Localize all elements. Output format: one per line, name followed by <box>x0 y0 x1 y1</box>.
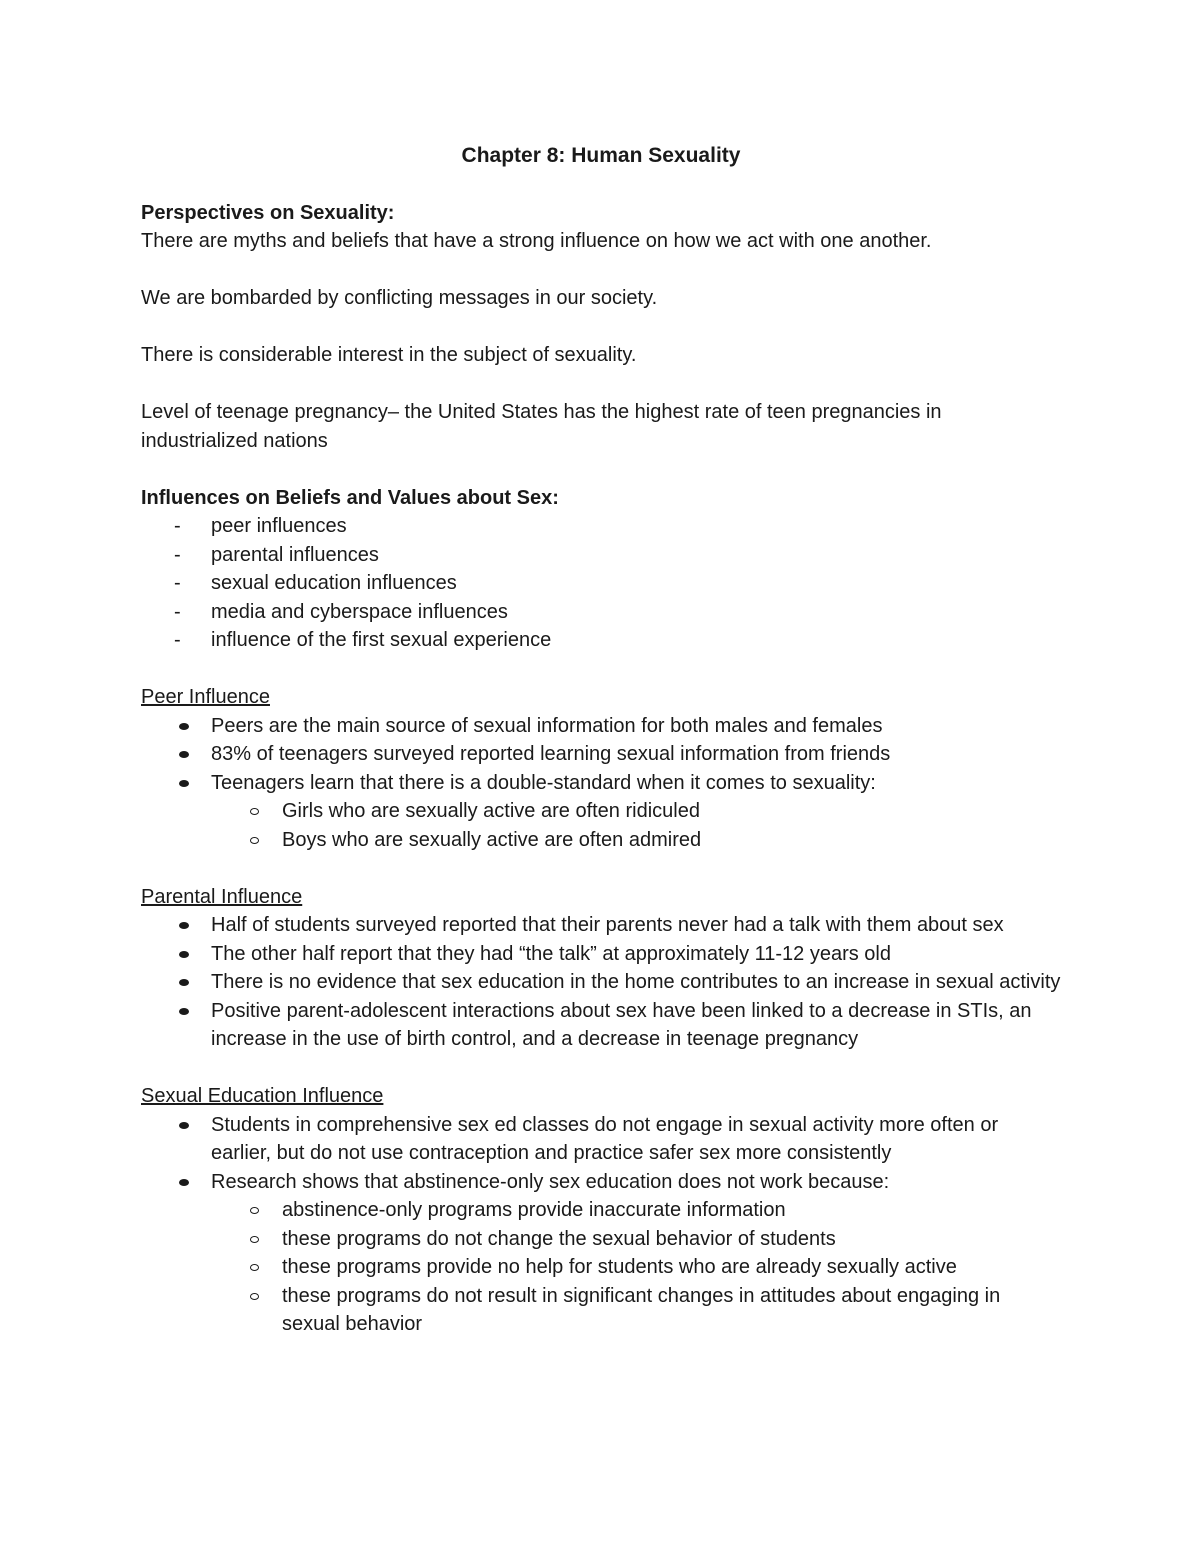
parental-list <box>141 911 1061 1054</box>
spacer <box>141 170 1061 199</box>
list-item <box>141 940 1061 969</box>
list-item-text: parental influences <box>211 543 379 566</box>
sub-list-item <box>141 1253 1061 1282</box>
list-item-text: these programs provide no help for students who are already sexually active <box>282 1256 957 1278</box>
page-title: Chapter 8: Human Sexuality <box>461 144 741 167</box>
list-item-text: There is no evidence that sex education in the home contributes to an increase in sexual activity <box>211 971 1061 993</box>
spacer <box>141 854 1061 883</box>
parental-heading: Parental Influence <box>141 885 303 908</box>
dash-marker: - <box>174 600 181 623</box>
list-item <box>141 769 1061 855</box>
list-item <box>141 911 1061 940</box>
sub-list-item <box>141 1282 1061 1339</box>
education-heading: Sexual Education Influence <box>141 1085 384 1107</box>
list-item <box>141 740 1061 769</box>
list-item-text: peer influences <box>211 515 347 537</box>
circle-bullet-icon <box>250 808 259 815</box>
document-page <box>141 141 1061 1339</box>
sub-list-item <box>141 1196 1061 1225</box>
list-item <box>141 968 1061 997</box>
circle-bullet-icon <box>250 837 259 844</box>
list-item <box>141 541 1061 570</box>
list-item-text: abstinence-only programs provide inaccurate information <box>282 1199 786 1221</box>
list-item <box>141 1168 1061 1339</box>
bullet-icon <box>179 780 189 787</box>
sub-list-item <box>141 826 1061 855</box>
perspectives-paragraph: We are bombarded by conflicting messages in our society. <box>141 287 658 309</box>
perspectives-paragraph: Level of teenage pregnancy– the United States has the highest rate of teen pregnancies in industrialized nations <box>141 401 942 452</box>
spacer <box>141 256 1061 285</box>
list-item <box>141 626 1061 655</box>
perspectives-heading: Perspectives on Sexuality: <box>141 201 395 224</box>
influences-heading: Influences on Beliefs and Values about Sex: <box>141 486 559 509</box>
list-item-text: Students in comprehensive sex ed classes do not engage in sexual activity more often or earlier, but do not use contraception and practice safer sex more consistently <box>211 1113 999 1164</box>
list-item-text: 83% of teenagers surveyed reported learning sexual information from friends <box>211 743 891 765</box>
sub-list-item <box>141 1225 1061 1254</box>
education-list <box>141 1111 1061 1339</box>
circle-bullet-icon <box>250 1264 259 1271</box>
list-item <box>141 512 1061 541</box>
bullet-icon <box>179 1122 189 1129</box>
circle-bullet-icon <box>250 1293 259 1300</box>
list-item-text: these programs do not result in significant changes in attitudes about engaging in sexual behavior <box>282 1284 1001 1335</box>
perspectives-paragraph: There is considerable interest in the subject of sexuality. <box>141 344 637 366</box>
sub-list-item <box>141 797 1061 826</box>
peer-heading: Peer Influence <box>141 686 270 708</box>
perspectives-paragraph: There are myths and beliefs that have a strong influence on how we act with one another. <box>141 230 932 252</box>
spacer <box>141 655 1061 684</box>
list-item-text: Half of students surveyed reported that their parents never had a talk with them about sex <box>211 914 1004 936</box>
bullet-icon <box>179 1179 189 1186</box>
bullet-icon <box>179 751 189 758</box>
dash-marker: - <box>174 572 181 594</box>
spacer <box>141 455 1061 484</box>
bullet-icon <box>179 979 189 986</box>
influences-list <box>141 512 1061 655</box>
dash-marker: - <box>174 515 181 537</box>
list-item-text: Teenagers learn that there is a double-standard when it comes to sexuality: <box>211 771 876 794</box>
dash-marker: - <box>174 543 181 566</box>
peer-sublist <box>211 797 1061 854</box>
list-item-text: Peers are the main source of sexual information for both males and females <box>211 714 883 737</box>
list-item <box>141 569 1061 598</box>
bullet-icon <box>179 1008 189 1015</box>
bullet-icon <box>179 723 189 730</box>
list-item <box>141 712 1061 741</box>
list-item-text: Research shows that abstinence-only sex education does not work because: <box>211 1170 890 1193</box>
list-item <box>141 598 1061 627</box>
list-item <box>141 997 1061 1054</box>
list-item-text: Boys who are sexually active are often admired <box>282 828 702 851</box>
circle-bullet-icon <box>250 1207 259 1214</box>
education-sublist <box>211 1196 1061 1339</box>
list-item-text: sexual education influences <box>211 572 457 594</box>
list-item <box>141 1111 1061 1168</box>
bullet-icon <box>179 951 189 958</box>
list-item-text: The other half report that they had “the talk” at approximately 11-12 years old <box>211 942 891 965</box>
list-item-text: Positive parent-adolescent interactions about sex have been linked to a decrease in STIs, an increase in the use of birth control, and a decrease in teenage pregnancy <box>211 999 1032 1050</box>
list-item-text: Girls who are sexually active are often ridiculed <box>282 800 700 822</box>
list-item-text: these programs do not change the sexual behavior of students <box>282 1227 836 1250</box>
spacer <box>141 313 1061 342</box>
list-item-text: media and cyberspace influences <box>211 600 508 623</box>
dash-marker: - <box>174 629 181 651</box>
bullet-icon <box>179 922 189 929</box>
list-item-text: influence of the first sexual experience <box>211 629 552 651</box>
circle-bullet-icon <box>250 1236 259 1243</box>
spacer <box>141 370 1061 399</box>
spacer <box>141 1054 1061 1083</box>
peer-list <box>141 712 1061 855</box>
